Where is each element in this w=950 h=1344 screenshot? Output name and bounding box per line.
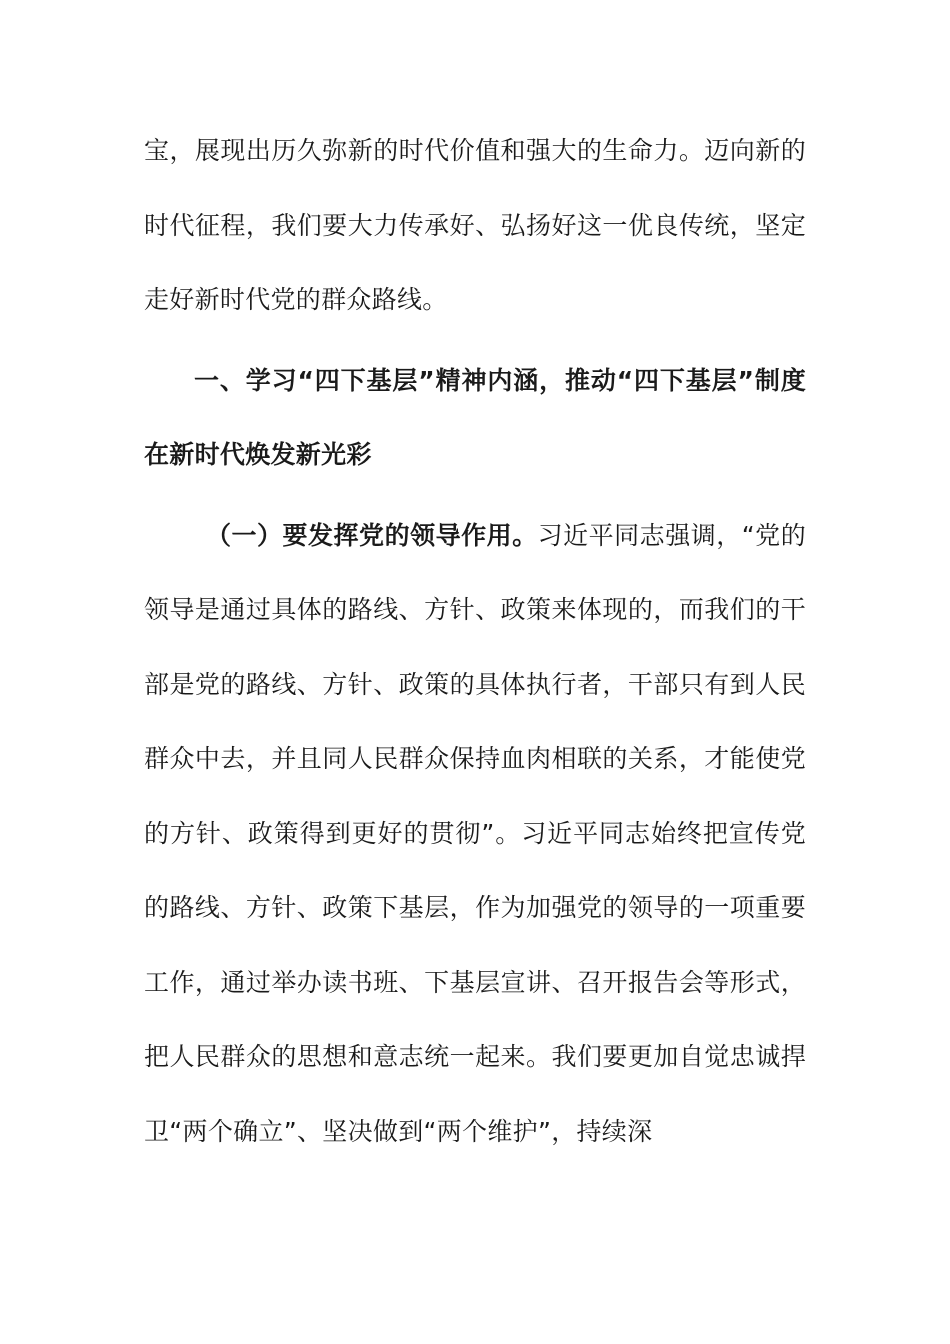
subsection-body: 习近平同志强调，“党的领导是通过具体的路线、方针、政策来体现的，而我们的干部是党的路线、方针、政策的具体执行者，干部只有到人民群众中去，并且同人民群众保持血肉相联的关系，才能使党的方针、政策得到更好的贯彻”。习近平同志始终把宣传党的路线、方针、政策下基层，作为加强党的领导的一项重要工作，通过举办读书班、下基层宣讲、召开报告会等形式，把人民群众的思想和意志统一起来。我们要更加自觉忠诚捍卫“两个确立”、坚决做到“两个维护”，持续深 [144, 520, 806, 1146]
section-heading: 一、学习“四下基层”精神内涵，推动“四下基层”制度在新时代焕发新光彩 [144, 365, 806, 469]
intro-paragraph: 宝，展现出历久弥新的时代价值和强大的生命力。迈向新的时代征程，我们要大力传承好、弘扬好这一优良传统，坚定走好新时代党的群众路线。 [144, 136, 806, 314]
document-body [144, 114, 806, 1169]
subsection-title: （一）要发挥党的领导作用。 [206, 520, 538, 550]
subsection-paragraph [144, 499, 806, 1170]
